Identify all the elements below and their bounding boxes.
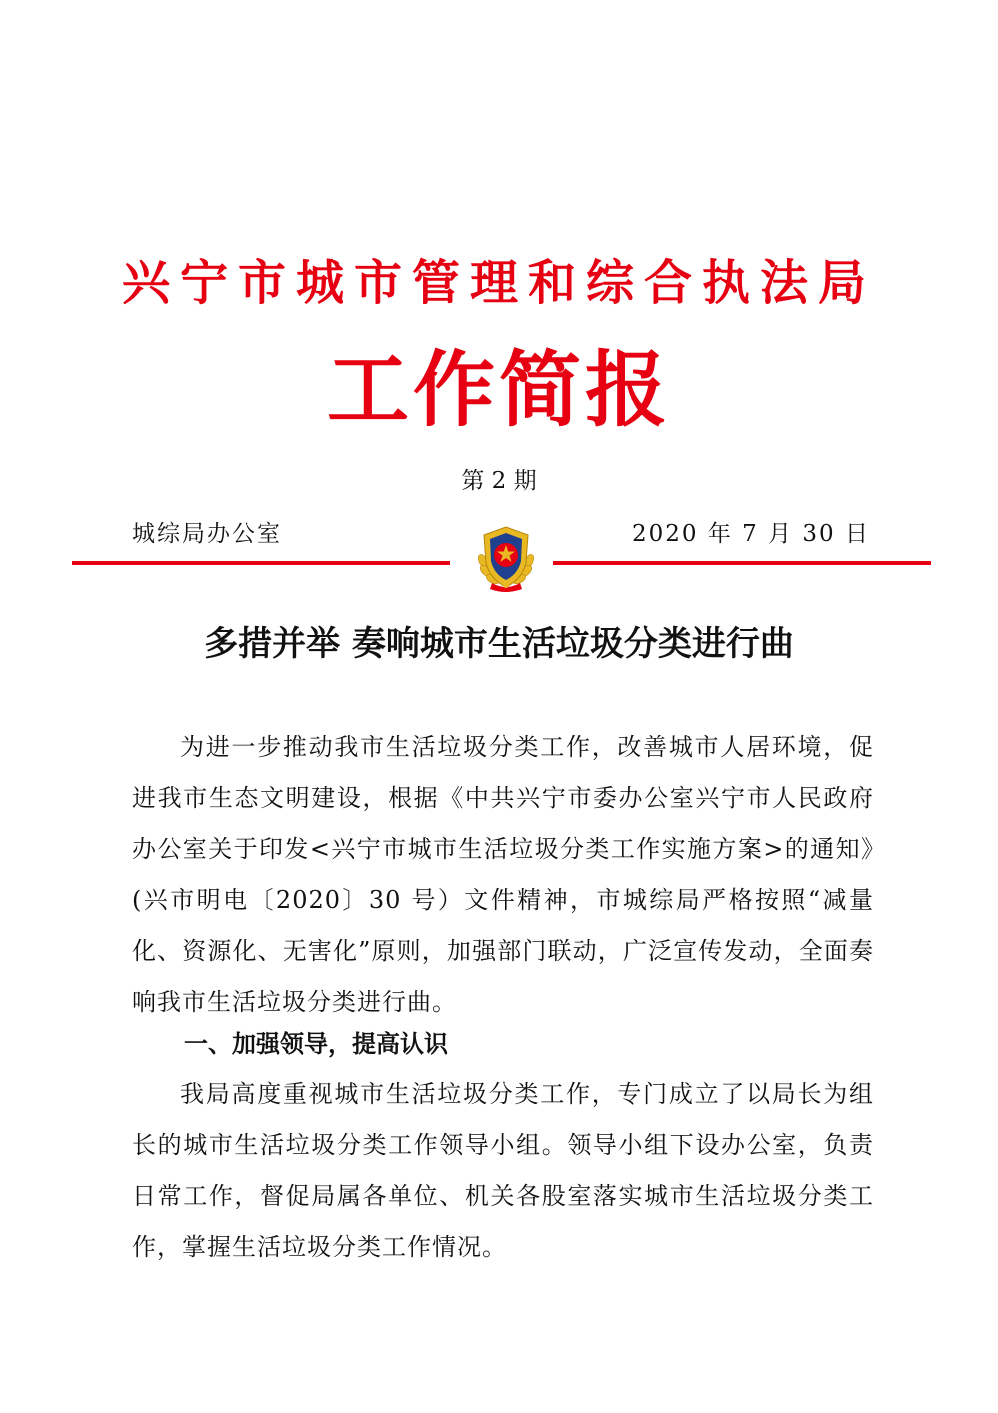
issuing-office: 城综局办公室 bbox=[132, 521, 282, 547]
issue-number: 第 2 期 bbox=[461, 468, 537, 494]
section-heading: 一、加强领导，提高认识 bbox=[184, 1030, 448, 1058]
bulletin-title: 工作简报 bbox=[326, 342, 671, 438]
article-title: 多措并举 奏响城市生活垃圾分类进行曲 bbox=[204, 624, 794, 664]
article-paragraph: 我局高度重视城市生活垃圾分类工作，专门成立了以局长为组长的城市生活垃圾分类工作领导小组。领导小组下设办公室，负责日常工作，督促局属各单位、机关各股室落实城市生活垃圾分类工作，掌握生活垃圾分类工作情况。 bbox=[132, 1080, 874, 1261]
org-title: 兴宁市城市管理和综合执法局 bbox=[121, 255, 876, 311]
red-rule-right bbox=[553, 561, 931, 565]
red-rule-left bbox=[72, 561, 450, 565]
article-paragraph: 为进一步推动我市生活垃圾分类工作，改善城市人居环境，促进我市生态文明建设，根据《中共兴宁市委办公室兴宁市人民政府办公室关于印发<兴宁市城市生活垃圾分类工作实施方案>的通知》(兴市明电〔2020〕30 号）文件精神，市城综局严格按照“减量化、资源化、无害化”原则，加强部门联动，广泛宣传发动，全面奏响我市生活垃圾分类进行曲。 bbox=[132, 733, 874, 1016]
enforcement-emblem-icon bbox=[470, 521, 542, 593]
issue-date: 2020 年 7 月 30 日 bbox=[632, 521, 870, 547]
